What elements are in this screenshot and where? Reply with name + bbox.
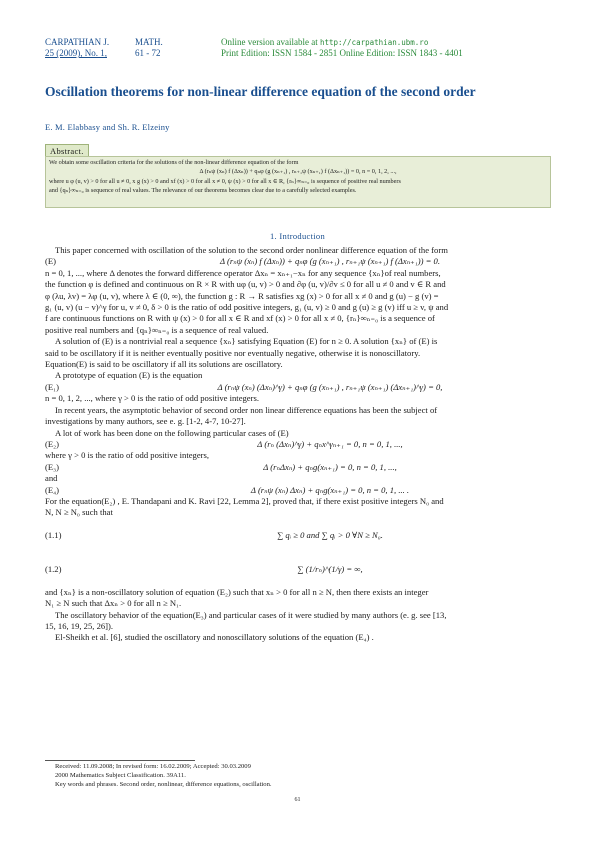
footnote bbox=[55, 762, 272, 789]
journal-pages: 61 - 72 bbox=[135, 48, 161, 58]
paper-title: Oscillation theorems for non-linear difference equation of the second order bbox=[45, 84, 476, 99]
footnote-rule bbox=[45, 760, 195, 761]
paragraph: the function φ is defined and continuous on R × R with uφ (u, v) > 0 and ∂φ (u, v)/∂v ≤ 0 for all u ≠ 0 and v ∈ R and bbox=[45, 279, 446, 290]
equation-E1 bbox=[45, 382, 555, 393]
abstract-label: Abstract. bbox=[45, 144, 89, 158]
paragraph: 15, 16, 19, 25, 26]). bbox=[45, 620, 114, 631]
equation-body: ∑ (1/rₙ)^(1/γ) = ∞, bbox=[297, 564, 363, 575]
paragraph: Equation(E) is said to be oscillatory if all its solutions are oscillatory. bbox=[45, 359, 283, 370]
equation-label: (E₂) bbox=[45, 438, 59, 449]
equation-label: (E) bbox=[45, 256, 56, 267]
abstract-box bbox=[45, 156, 551, 208]
journal-header bbox=[45, 37, 195, 59]
paragraph: where γ > 0 is the ratio of odd positive integers, bbox=[45, 450, 210, 461]
paragraph: A lot of work has been done on the following particular cases of (E) bbox=[55, 427, 289, 438]
journal-issue[interactable]: 25 (2009), No. 1, bbox=[45, 48, 107, 58]
equation-body: Δ (rₙψ (xₙ) (Δxₙ)^γ) + qₙφ (g (xₙ₊₁) , rₙ₊₁ψ (xₙ₊₁) (Δxₙ₊₁)^γ) = 0, bbox=[217, 381, 443, 392]
paragraph: g₁ (u, v) (u − v)^γ for u, v ≠ 0, δ > 0 is the ratio of odd positive integers, g₁ (u, v) ≥ 0 and g (u) ≥ g (v) iff u ≥ v, ψ and bbox=[45, 302, 449, 313]
equation-label: (E₄) bbox=[45, 484, 59, 495]
print-edition: Print Edition: ISSN 1584 - 2851 Online Edition: ISSN 1843 - 4401 bbox=[221, 48, 463, 58]
equation-E2 bbox=[45, 439, 555, 450]
paragraph: A solution of (E) is a nontrivial real a sequence {xₙ} satisfying Equation (E) for n ≥ 0. A solution {xₙ} of (E) is bbox=[55, 336, 438, 347]
equation-body: Δ (rₙ (Δxₙ)^γ) + qₙx^γₙ₊₁ = 0, n = 0, 1, ..., bbox=[257, 438, 403, 449]
footnote-keywords: Key words and phrases. Second order, nonlinear, difference equations, oscillation. bbox=[55, 781, 272, 788]
equation-E4 bbox=[45, 485, 555, 496]
paragraph: El-Sheikh et al. [6], studied the oscillatory and nonoscillatory solutions of the equation (E₄) . bbox=[55, 632, 374, 643]
equation-body: Δ (rₙΔxₙ) + qₙg(xₙ₊₁) = 0, n = 0, 1, ..., bbox=[263, 461, 397, 472]
paragraph: In recent years, the asymptotic behavior of second order non linear difference equations has been the subject of bbox=[55, 404, 438, 415]
paragraph: positive real numbers and {qₙ}∞ₙ₌₀ is a sequence of real valued. bbox=[45, 324, 269, 335]
equation-label: (E₁) bbox=[45, 381, 59, 392]
section-heading: 1. Introduction bbox=[269, 231, 326, 241]
paragraph: said to be oscillatory if it is neither eventually positive nor eventually negative, otherwise it is nonoscillatory. bbox=[45, 347, 421, 358]
abstract-line: where u φ (u, v) > 0 for all u ≠ 0, x g (x) > 0 and xf (x) > 0 for all x ≠ 0, ψ (x) > 0 for all x ∈ R, {rₙ}∞ₙ₌₀ is sequence of positive real numbers bbox=[49, 177, 401, 185]
footnote-received: Received: 11.09.2008; In revised form: 16.02.2009; Accepted: 30.03.2009 bbox=[55, 763, 251, 770]
abstract-line: and {qₙ}∞ₙ₌₀ is sequence of real values. The relevance of our theorems becomes clear due to a carefully selected examples. bbox=[49, 186, 357, 194]
paragraph: This paper concerned with oscillation of the solution to the second order nonlinear difference equation of the form bbox=[55, 245, 448, 255]
paragraph: f are continuous functions on R with ψ (x) > 0 for all x ∈ R and xf (x) > 0 for all x ≠ 0, {rₙ}∞ₙ₌₀ is a sequence of bbox=[45, 313, 435, 324]
paragraph: n = 0, 1, ..., where Δ denotes the forward difference operator Δxₙ = xₙ₊₁−xₙ for any sequence {xₙ}of real numbers, bbox=[45, 267, 441, 278]
paragraph: N, N ≥ N₀ such that bbox=[45, 507, 113, 518]
equation-1-2 bbox=[45, 553, 555, 587]
footnote-msc: 2000 Mathematics Subject Classification. 39A11. bbox=[55, 772, 186, 779]
equation-body: ∑ qᵢ ≥ 0 and ∑ qᵢ > 0 ∀N ≥ N₀. bbox=[277, 530, 383, 541]
equation-1-1 bbox=[45, 519, 555, 553]
page-number: 61 bbox=[294, 797, 301, 803]
equation-label: (E₃) bbox=[45, 461, 59, 472]
journal-name: CARPATHIAN J. bbox=[45, 37, 110, 47]
paragraph: and {xₙ} is a non-oscillatory solution of equation (E₂) such that xₙ > 0 for all n ≥ N, then there exists an integer bbox=[45, 586, 429, 597]
equation-label: (1.1) bbox=[45, 530, 62, 541]
equation-body: Δ (rₙψ (xₙ) f (Δxₙ)) + qₙφ (g (xₙ₊₁) , rₙ₊₁ψ (xₙ₊₁) f (Δxₙ₊₁)) = 0. bbox=[220, 256, 440, 267]
body-text bbox=[45, 245, 555, 644]
equation-body: Δ (rₙψ (xₙ) Δxₙ) + qₙg(xₙ₊₁) = 0, n = 0, 1, ... . bbox=[250, 484, 410, 495]
journal-subject: MATH. bbox=[135, 37, 163, 47]
paper-authors: E. M. Elabbasy and Sh. R. Elzeiny bbox=[45, 122, 170, 132]
abstract-equation: Δ (rₙψ (xₙ) f (Δxₙ)) + qₙφ (g (xₙ₊₁) , rₙ₊₁ψ (xₙ₊₁) f (Δxₙ₊₁)) = 0, n = 0, 1, 2, ..., bbox=[199, 168, 397, 176]
paragraph: N₁ ≥ N such that Δxₙ > 0 for all n ≥ N₁. bbox=[45, 598, 182, 609]
paragraph: n = 0, 1, 2, ..., where γ > 0 is the ratio of odd positive integers. bbox=[45, 393, 259, 404]
paragraph: φ (λu, λv) = λφ (u, v), where λ ∈ (0, ∞), the function g : R → R satisfies xg (x) > 0 for all x ≠ 0 and g (u) − g (v) = bbox=[45, 290, 439, 301]
paragraph: investigations by many authors, see e. g. [1-2, 4-7, 10-27]. bbox=[45, 416, 246, 427]
equation-label: (1.2) bbox=[45, 564, 62, 575]
equation-E bbox=[45, 256, 555, 267]
edition-info bbox=[221, 37, 463, 59]
paragraph: The oscillatory behavior of the equation(E₃) and particular cases of it were studied by many authors (e. g. see [13, bbox=[55, 609, 447, 620]
online-url-link[interactable]: http://carpathian.ubm.ro bbox=[319, 38, 429, 47]
abstract-line: We obtain some oscillation criteria for the solutions of the non-linear difference equation of the form bbox=[49, 159, 299, 166]
equation-E3 bbox=[45, 462, 555, 473]
paragraph: A prototype of equation (E) is the equation bbox=[55, 370, 203, 381]
paragraph: and bbox=[45, 473, 58, 484]
online-prefix: Online version available at bbox=[221, 37, 320, 47]
paragraph: For the equation(E₂) , E. Thandapani and K. Ravi [22, Lemma 2], proved that, if there exist positive integers N₀ and bbox=[45, 495, 444, 506]
